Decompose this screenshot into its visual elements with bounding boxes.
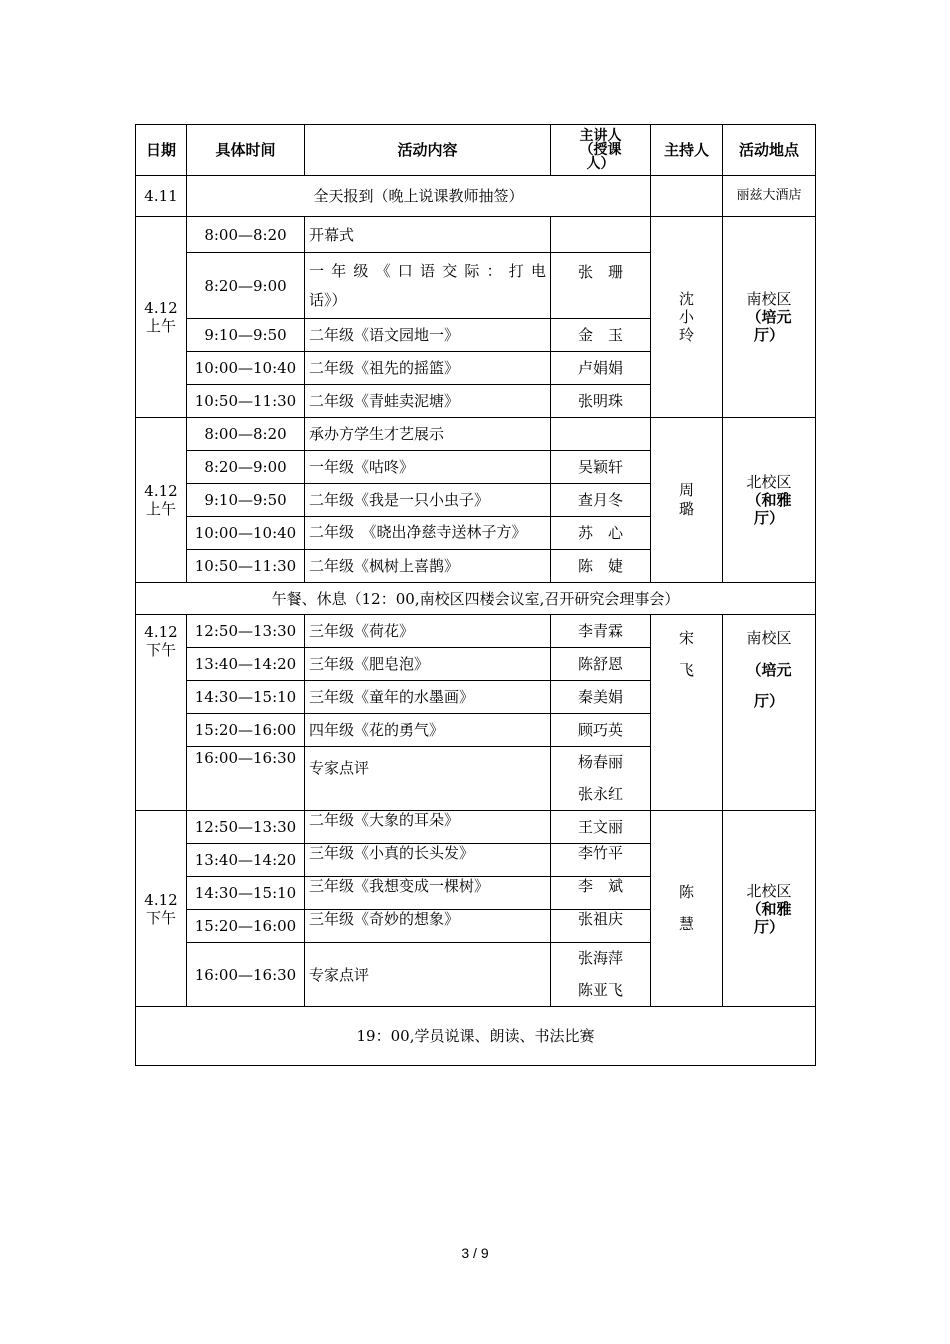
- header-presenter-line1: 主讲人: [579, 128, 622, 144]
- content-cell: 二年级《语文园地一》: [305, 319, 551, 352]
- content-cell: 二年级 《晓出净慈寺送林子方》: [305, 517, 551, 550]
- time-cell: 8:00—8:20: [187, 418, 305, 451]
- presenter-cell: 张明珠: [551, 385, 651, 418]
- registration-host: [651, 176, 723, 217]
- block1-date: 4.12: [144, 299, 178, 317]
- block1-location: 南校区: [746, 290, 792, 308]
- time-cell: 10:00—10:40: [187, 517, 305, 550]
- registration-content: 全天报到（晚上说课教师抽签）: [187, 176, 651, 217]
- time-cell: 10:00—10:40: [187, 352, 305, 385]
- block4-location-cell: [723, 811, 816, 1007]
- evening-note: 19：00,学员说课、朗读、书法比赛: [136, 1007, 816, 1066]
- content-cell: 二年级《枫树上喜鹊》: [305, 550, 551, 583]
- table-row: [136, 811, 816, 844]
- presenter-cell: 顾巧英: [551, 714, 651, 747]
- block1-location-hall: （培元: [746, 308, 792, 326]
- time-cell: 16:00—16:30: [187, 943, 305, 1007]
- presenter-cell: 李竹平: [551, 844, 651, 877]
- presenter-cell: 李青霖: [551, 615, 651, 648]
- block4-host-char: 慧: [678, 914, 694, 933]
- content-cell: 三年级《肥皂泡》: [305, 648, 551, 681]
- content-cell: 承办方学生才艺展示: [305, 418, 551, 451]
- content-cell: 专家点评: [305, 747, 551, 811]
- time-cell: 8:00—8:20: [187, 217, 305, 253]
- content-cell: 三年级《奇妙的想象》: [305, 910, 551, 943]
- block1-period: 上午: [145, 317, 176, 335]
- content-cell: 三年级《荷花》: [305, 615, 551, 648]
- time-cell: 8:20—9:00: [187, 253, 305, 319]
- block1-host-char: 玲: [678, 326, 694, 344]
- block1-host-char: 沈: [678, 290, 694, 308]
- block2-period: 上午: [145, 500, 176, 518]
- content-cell: 三年级《我想变成一棵树》: [305, 877, 551, 910]
- evening-row: [136, 1007, 816, 1066]
- content-line: 一年级《口语交际：打电: [309, 262, 546, 280]
- presenter-name: 张海萍: [577, 949, 623, 967]
- schedule-table: [135, 124, 816, 1066]
- header-presenter-line2: （授课: [579, 142, 622, 158]
- presenter-cell: 卢娟娟: [551, 352, 651, 385]
- header-presenter: [551, 125, 651, 176]
- header-row: [136, 125, 816, 176]
- presenter-cell: [551, 747, 651, 811]
- header-content: 活动内容: [305, 125, 551, 176]
- presenter-cell: 苏 心: [551, 517, 651, 550]
- block3-location-hall-end: 厅）: [753, 692, 784, 710]
- presenter-cell: 张祖庆: [551, 910, 651, 943]
- presenter-cell: [551, 418, 651, 451]
- lunch-row: [136, 583, 816, 615]
- block2-host-cell: [651, 418, 723, 583]
- time-cell: 12:50—13:30: [187, 811, 305, 844]
- table-row: [136, 615, 816, 648]
- presenter-cell: 金 玉: [551, 319, 651, 352]
- content-cell: 二年级《祖先的摇篮》: [305, 352, 551, 385]
- table-row: [136, 418, 816, 451]
- block2-date-cell: [136, 418, 187, 583]
- content-cell: 三年级《童年的水墨画》: [305, 681, 551, 714]
- block1-location-hall-end: 厅）: [753, 326, 784, 344]
- block3-host-cell: [651, 615, 723, 811]
- block3-host-char: 飞: [678, 660, 694, 679]
- block2-location-hall: （和雅: [746, 491, 792, 509]
- content-cell: 二年级《大象的耳朵》: [305, 811, 551, 844]
- time-cell: 13:40—14:20: [187, 648, 305, 681]
- presenter-cell: 王文丽: [551, 811, 651, 844]
- block3-location-cell: [723, 615, 816, 811]
- block1-host-char: 小: [678, 308, 694, 326]
- block4-date: 4.12: [144, 890, 178, 909]
- block3-location: 南校区: [746, 629, 792, 647]
- block4-location-hall-end: 厅）: [753, 917, 784, 936]
- presenter-cell: 秦美娟: [551, 681, 651, 714]
- block2-location: 北校区: [746, 473, 792, 491]
- presenter-cell: [551, 217, 651, 253]
- content-cell: 二年级《我是一只小虫子》: [305, 484, 551, 517]
- presenter-cell: 陈 婕: [551, 550, 651, 583]
- block2-host-char: 璐: [678, 500, 694, 518]
- registration-row: [136, 176, 816, 217]
- block2-host-char: 周: [678, 480, 694, 499]
- registration-location: 丽兹大酒店: [723, 176, 816, 217]
- lunch-note: 午餐、休息（12：00,南校区四楼会议室,召开研究会理事会）: [136, 583, 816, 615]
- presenter-name: 陈亚飞: [577, 980, 623, 999]
- block4-location-hall: （和雅: [746, 899, 792, 918]
- content-line: 话》）: [309, 290, 347, 309]
- time-cell: 10:50—11:30: [187, 385, 305, 418]
- header-location: 活动地点: [723, 125, 816, 176]
- content-cell: 一年级《咕咚》: [305, 451, 551, 484]
- content-cell: [305, 253, 551, 319]
- registration-date: 4.11: [136, 176, 187, 217]
- block1-date-cell: [136, 217, 187, 418]
- table-row: [136, 217, 816, 253]
- content-cell: 专家点评: [305, 943, 551, 1007]
- block3-host-char: 宋: [678, 629, 694, 647]
- block4-period: 下午: [145, 908, 176, 927]
- block3-period: 下午: [145, 641, 176, 659]
- block2-date: 4.12: [144, 482, 178, 500]
- time-cell: 8:20—9:00: [187, 451, 305, 484]
- block2-location-hall-end: 厅）: [753, 509, 784, 527]
- time-cell: 16:00—16:30: [187, 747, 305, 811]
- time-cell: 9:10—9:50: [187, 319, 305, 352]
- presenter-cell: 陈舒恩: [551, 648, 651, 681]
- time-cell: 12:50—13:30: [187, 615, 305, 648]
- presenter-cell: 吴颖轩: [551, 451, 651, 484]
- block4-location: 北校区: [746, 881, 792, 900]
- time-cell: 13:40—14:20: [187, 844, 305, 877]
- header-host: 主持人: [651, 125, 723, 176]
- time-cell: 14:30—15:10: [187, 877, 305, 910]
- header-date: 日期: [136, 125, 187, 176]
- content-cell: 开幕式: [305, 217, 551, 253]
- block4-host-cell: [651, 811, 723, 1007]
- time-cell: 9:10—9:50: [187, 484, 305, 517]
- block3-date: 4.12: [144, 623, 178, 641]
- block3-location-hall: （培元: [746, 660, 792, 679]
- content-cell: 二年级《青蛙卖泥塘》: [305, 385, 551, 418]
- presenter-cell: 李 斌: [551, 877, 651, 910]
- presenter-name: 张永红: [577, 784, 623, 803]
- header-presenter-line3: 人）: [586, 156, 615, 172]
- presenter-name: 杨春丽: [577, 753, 623, 771]
- block4-host-char: 陈: [678, 883, 694, 901]
- time-cell: 15:20—16:00: [187, 714, 305, 747]
- presenter-cell: 查月冬: [551, 484, 651, 517]
- header-time: 具体时间: [187, 125, 305, 176]
- page-number: 3 / 9: [461, 1245, 489, 1261]
- block1-host-cell: [651, 217, 723, 418]
- content-cell: 三年级《小真的长头发》: [305, 844, 551, 877]
- block3-date-cell: [136, 615, 187, 811]
- time-cell: 15:20—16:00: [187, 910, 305, 943]
- block2-location-cell: [723, 418, 816, 583]
- block1-location-cell: [723, 217, 816, 418]
- block4-date-cell: [136, 811, 187, 1007]
- content-cell: 四年级《花的勇气》: [305, 714, 551, 747]
- presenter-cell: 张 珊: [551, 253, 651, 319]
- presenter-cell: [551, 943, 651, 1007]
- time-cell: 14:30—15:10: [187, 681, 305, 714]
- time-cell: 10:50—11:30: [187, 550, 305, 583]
